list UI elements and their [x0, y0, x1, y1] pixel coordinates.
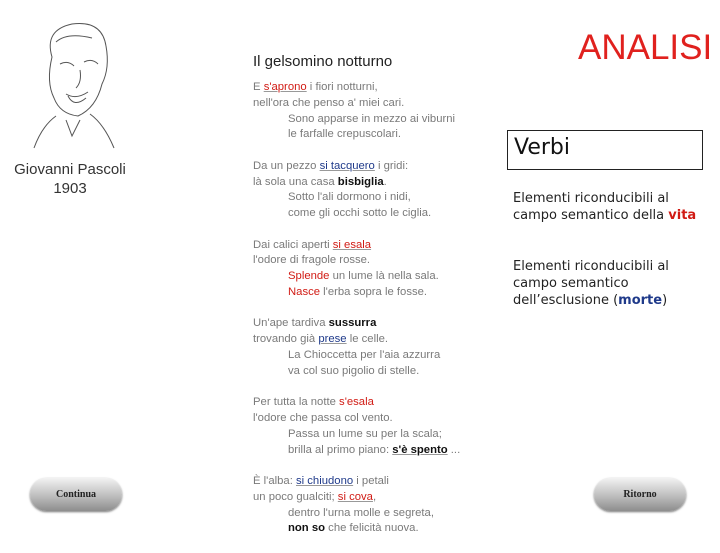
poem-line: [253, 411, 503, 427]
continue-button[interactable]: Continua: [30, 478, 122, 511]
poem-text-span: ,: [372, 490, 377, 503]
poem-text-span: i petali: [353, 474, 389, 487]
poem-line: [253, 127, 503, 143]
poem-stanza: [253, 316, 503, 379]
poem-line: [253, 427, 503, 443]
poem-text-span: trovando già: [253, 333, 319, 346]
poem-title: Il gelsomino notturno: [253, 53, 393, 70]
poem-text-span: come gli occhi sotto le ciglia.: [288, 207, 432, 220]
poem-line: [253, 490, 503, 506]
legend-verbs-box: Verbi: [507, 130, 703, 170]
poem-text-span: l'erba sopra le fosse.: [320, 285, 428, 298]
poem-text-span: dentro l'urna molle e segreta,: [288, 506, 434, 519]
poem-text-span: le celle.: [346, 333, 389, 346]
poem-text-span: che felicità nuova.: [325, 522, 419, 535]
poem-text-span: l'odore di fragole rosse.: [253, 254, 371, 267]
poem-highlight: si chiudono: [295, 474, 354, 487]
poem-line: [253, 506, 503, 522]
poem-text-span: Passa un lume su per la scala;: [288, 427, 442, 440]
poem-stanza: [253, 238, 503, 301]
poem-stanza: [253, 474, 503, 537]
poem-line: [253, 395, 503, 411]
poem-line: [253, 112, 503, 128]
poem-line: [253, 206, 503, 222]
poem-text-span: un poco gualciti;: [253, 490, 338, 503]
legend-morte-note: Elementi riconducibili al campo semantico dell’esclusione (morte): [513, 259, 669, 308]
poem-text-span: ...: [447, 443, 461, 456]
poem-highlight: Nasce: [288, 285, 321, 298]
poem-line: [253, 190, 503, 206]
poem-line: [253, 159, 503, 175]
poem-text-span: va col suo pigolio di stelle.: [288, 364, 420, 377]
poem-highlight: s'esala: [339, 396, 374, 409]
poem-highlight: non so: [288, 522, 326, 535]
poem-highlight: sussurra: [328, 317, 377, 330]
poem-line: [253, 285, 503, 301]
poem-highlight: s'è spento: [392, 443, 448, 456]
poem-text: [253, 80, 503, 553]
poem-line: [253, 474, 503, 490]
poem-highlight: prese: [318, 333, 347, 346]
poem-text-span: i fiori notturni,: [306, 81, 378, 93]
poem-text-span: Da un pezzo: [253, 159, 320, 172]
poem-text-span: l'odore che passa col vento.: [253, 411, 393, 424]
poem-stanza: [253, 159, 503, 222]
poem-text-span: La Chioccetta per l'aia azzurra: [288, 348, 441, 361]
poem-line: [253, 348, 503, 364]
poem-text-span: Sotto l'ali dormono i nidi,: [288, 191, 411, 204]
poem-line: [253, 364, 503, 380]
poem-text-span: .: [383, 175, 387, 188]
poem-line: [253, 80, 503, 96]
poem-stanza: [253, 395, 503, 458]
analysis-heading: ANALISI: [578, 28, 713, 67]
poem-line: [253, 175, 503, 191]
legend-vita-text: Elementi riconducibili al campo semantico della: [513, 191, 669, 223]
legend-morte-text: Elementi riconducibili al campo semantico dell’esclusione (: [513, 259, 669, 308]
poem-text-span: È l'alba:: [253, 474, 296, 487]
poem-line: [253, 238, 503, 254]
author-year: 1903: [53, 180, 87, 197]
legend-vita-keyword: vita: [668, 208, 697, 223]
poem-highlight: bisbiglia: [337, 175, 384, 188]
poem-text-span: brilla al primo piano:: [288, 443, 393, 456]
author-caption: [0, 160, 140, 198]
poem-highlight: si esala: [332, 238, 372, 251]
poem-highlight: si cova: [337, 490, 373, 503]
poem-text-span: Per tutta la notte: [253, 396, 340, 409]
back-button[interactable]: Ritorno: [594, 478, 686, 511]
pascoli-portrait: [22, 12, 122, 152]
poem-highlight: s'aprono: [263, 81, 307, 93]
poem-highlight: si tacquero: [319, 159, 375, 172]
poem-text-span: le farfalle crepuscolari.: [288, 128, 402, 141]
author-name: Giovanni Pascoli: [14, 161, 126, 178]
poem-line: [253, 269, 503, 285]
poem-text-span: nell'ora che penso a' miei cari.: [253, 96, 405, 109]
poem-text-span: là sola una casa: [253, 175, 338, 188]
poem-line: [253, 521, 503, 537]
poem-line: [253, 332, 503, 348]
poem-line: [253, 253, 503, 269]
poem-stanza: [253, 80, 503, 143]
poem-text-span: un lume là nella sala.: [329, 270, 439, 283]
poem-text-span: Sono apparse in mezzo ai viburni: [288, 112, 456, 125]
poem-line: [253, 443, 503, 459]
legend-morte-keyword: morte: [618, 293, 663, 308]
poem-text-span: Un'ape tardiva: [253, 317, 329, 330]
poem-line: [253, 316, 503, 332]
poem-highlight: Splende: [288, 270, 330, 283]
poem-text-span: E: [253, 81, 264, 93]
poem-text-span: i gridi:: [374, 159, 409, 172]
poem-line: [253, 96, 503, 112]
poem-text-span: Dai calici aperti: [253, 238, 333, 251]
legend-vita-note: [513, 190, 708, 224]
